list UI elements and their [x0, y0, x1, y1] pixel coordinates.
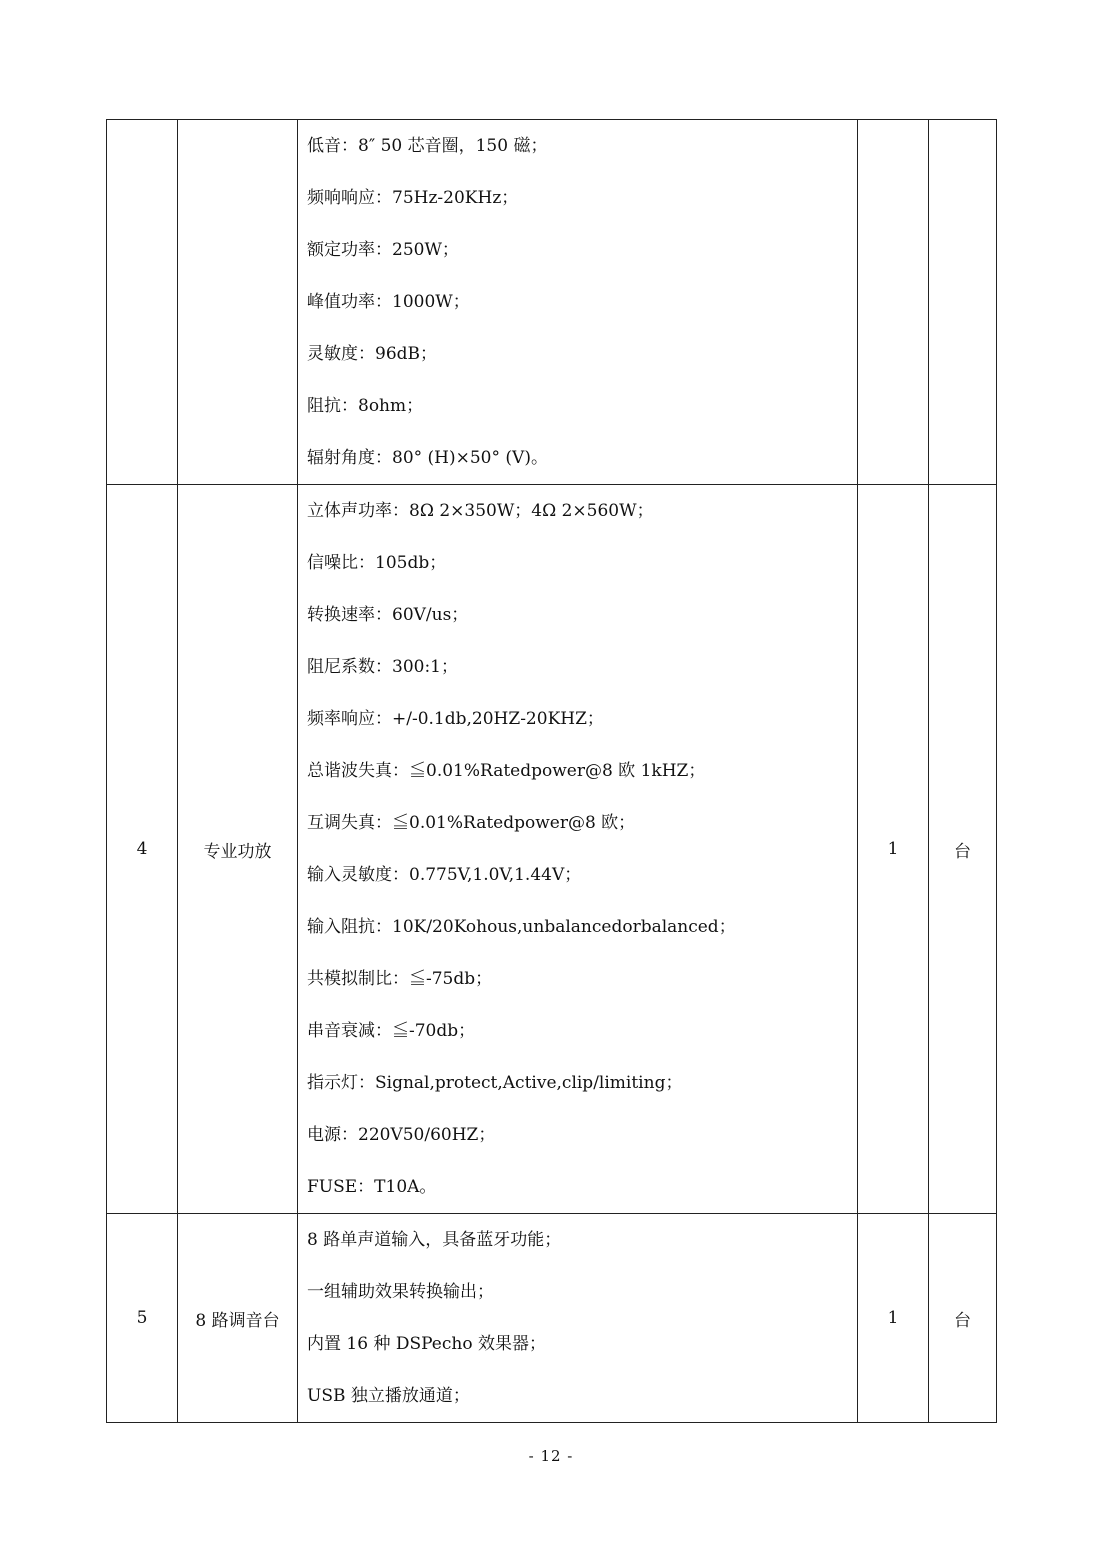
spec-line: 阻尼系数：300:1；	[307, 657, 458, 677]
spec-line: 总谐波失真：≦0.01%Ratedpower@8 欧 1kHZ；	[307, 761, 706, 781]
spec-line: 8 路单声道输入，具备蓝牙功能；	[307, 1230, 562, 1250]
spec-line: 峰值功率：1000W；	[307, 292, 470, 312]
spec-line: USB 独立播放通道；	[307, 1386, 470, 1406]
spec-list	[298, 120, 858, 485]
item-name: 8 路调音台	[178, 1214, 298, 1423]
spec-line: 一组辅助效果转换输出；	[307, 1282, 494, 1302]
spec-line: 阻抗：8ohm；	[307, 396, 424, 416]
table-row	[107, 120, 997, 485]
spec-line: 共模拟制比：≦-75db；	[307, 969, 493, 989]
spec-line: FUSE：T10A。	[307, 1177, 437, 1197]
spec-line: 立体声功率：8Ω 2×350W；4Ω 2×560W；	[307, 501, 654, 521]
spec-line: 指示灯：Signal,protect,Active,clip/limiting；	[307, 1073, 683, 1093]
item-unit	[929, 120, 997, 485]
item-number: 4	[107, 485, 178, 1214]
table-row	[107, 1214, 997, 1423]
spec-line: 串音衰减：≦-70db；	[307, 1021, 476, 1041]
item-number	[107, 120, 178, 485]
spec-line: 灵敏度：96dB；	[307, 344, 438, 364]
spec-line: 内置 16 种 DSPecho 效果器；	[307, 1334, 546, 1354]
spec-list	[298, 1214, 858, 1423]
spec-line: 输入灵敏度：0.775V,1.0V,1.44V；	[307, 865, 582, 885]
spec-line: 电源：220V50/60HZ；	[307, 1125, 496, 1145]
spec-list	[298, 485, 858, 1214]
spec-line: 频率响应：+/-0.1db,20HZ-20KHZ；	[307, 709, 604, 729]
page-number: - 12 -	[528, 1447, 574, 1465]
item-name	[178, 120, 298, 485]
item-unit: 台	[929, 1214, 997, 1423]
item-quantity: 1	[858, 1214, 929, 1423]
spec-line: 辐射角度：80° (H)×50° (V)。	[307, 448, 548, 468]
spec-line: 频响响应：75Hz-20KHz；	[307, 188, 519, 208]
item-quantity: 1	[858, 485, 929, 1214]
spec-line: 低音：8″ 50 芯音圈，150 磁；	[307, 136, 548, 156]
item-quantity	[858, 120, 929, 485]
spec-line: 转换速率：60V/us；	[307, 605, 469, 625]
item-unit: 台	[929, 485, 997, 1214]
equipment-spec-table	[106, 119, 997, 1423]
spec-line: 额定功率：250W；	[307, 240, 459, 260]
spec-line: 信噪比：105db；	[307, 553, 447, 573]
table-row	[107, 485, 997, 1214]
spec-line: 输入阻抗：10K/20Kohous,unbalancedorbalanced；	[307, 917, 736, 937]
item-number: 5	[107, 1214, 178, 1423]
spec-line: 互调失真：≦0.01%Ratedpower@8 欧；	[307, 813, 636, 833]
item-name: 专业功放	[178, 485, 298, 1214]
